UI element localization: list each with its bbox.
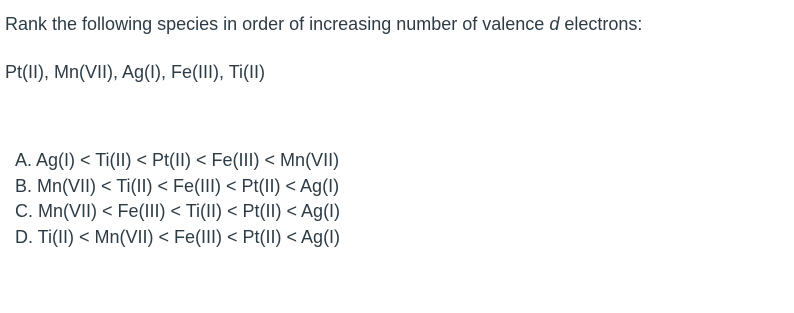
answer-choice-d[interactable]: D. Ti(II) < Mn(VII) < Fe(III) < Pt(II) < Ag(I) (15, 226, 341, 247)
species-list: Pt(II), Mn(VII), Ag(I), Fe(III), Ti(II) (5, 62, 266, 82)
answer-choice-a[interactable]: A. Ag(I) < Ti(II) < Pt(II) < Fe(III) < Mn(VII) (15, 150, 340, 170)
question-text (5, 12, 642, 36)
question-text-start: Rank the following species in order of increasing number of valence (5, 14, 550, 34)
answer-choice-c[interactable]: C. Mn(VII) < Fe(III) < Ti(II) < Pt(II) < Ag(I) (15, 201, 341, 221)
question-text-end: electrons: (559, 14, 643, 34)
question-text-emphasis: d (549, 14, 560, 34)
answer-choice-b[interactable]: B. Mn(VII) < Ti(II) < Fe(III) < Pt(II) < Ag(I) (15, 175, 340, 196)
answer-choices (15, 148, 340, 250)
